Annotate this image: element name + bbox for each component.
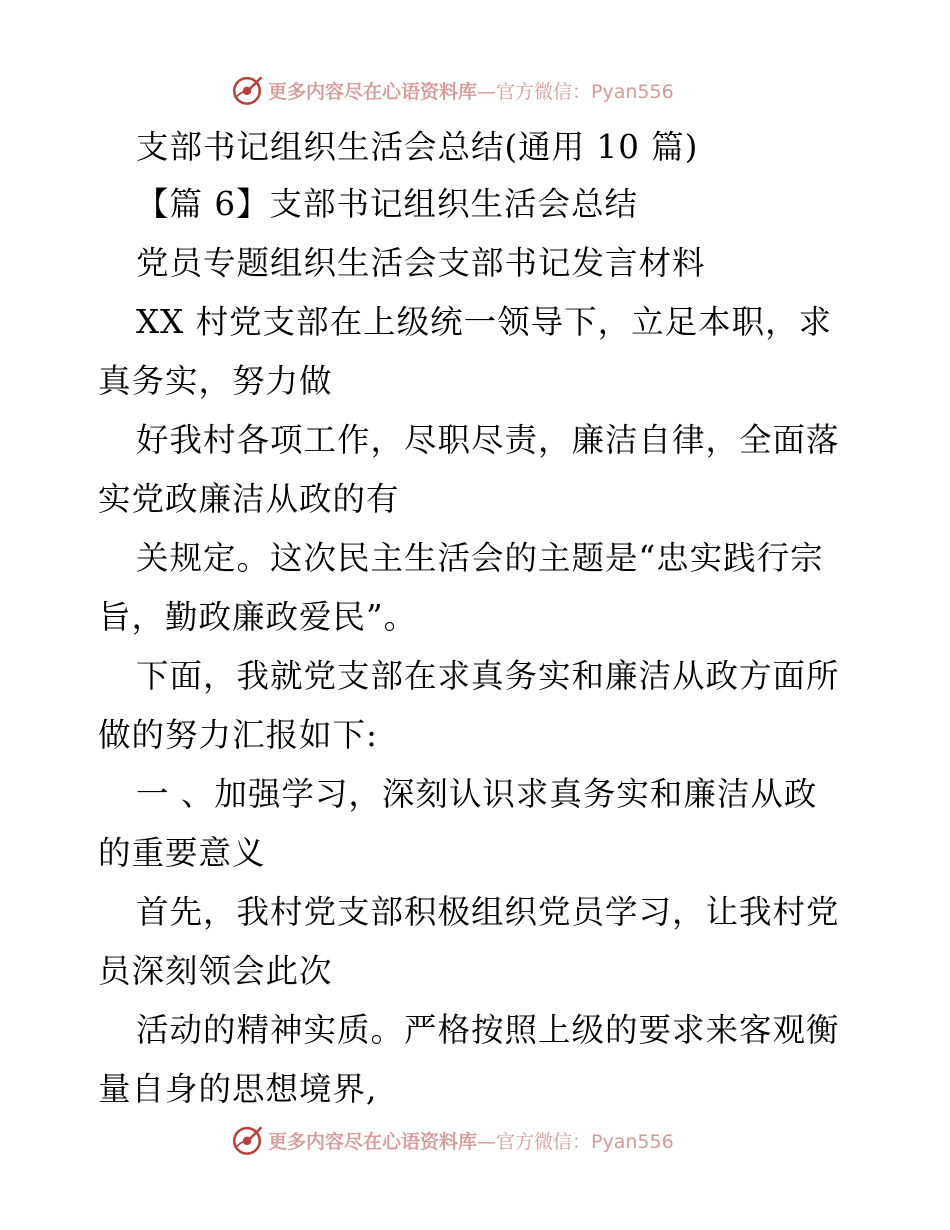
body-line: 的重要意义: [98, 834, 266, 872]
body-line: 员深刻领会此次: [98, 952, 333, 990]
header-watermark-text: 更多内容尽在心语资料库: [268, 80, 478, 103]
body-line: 关规定。这次民主生活会的主题是“忠实践行宗: [136, 539, 824, 577]
body-line: 实党政廉洁从政的有: [98, 480, 400, 518]
header-watermark-contact: —官方微信：Pyan556: [477, 80, 674, 103]
footer-watermark-banner: [230, 1120, 750, 1160]
body-line: 一 、加强学习，深刻认识求真务实和廉洁从政: [136, 775, 818, 813]
footer-watermark-text: 更多内容尽在心语资料库: [268, 1130, 478, 1153]
body-line: 下面，我就党支部在求真务实和廉洁从政方面所: [136, 657, 840, 695]
body-line: XX 村党支部在上级统一领导下，立足本职，求: [136, 303, 833, 341]
section-heading: 【篇 6】支部书记组织生活会总结: [136, 185, 639, 223]
body-line: 旨，勤政廉政爱民”。: [98, 598, 418, 636]
body-line: 真务实，努力做: [98, 362, 333, 400]
body-line: 好我村各项工作，尽职尽责，廉洁自律，全面落: [136, 421, 840, 459]
body-line: 做的努力汇报如下:: [98, 716, 378, 754]
body-line: 活动的精神实质。严格按照上级的要求来客观衡: [136, 1011, 840, 1049]
brand-logo-icon: [230, 73, 264, 107]
document-subtitle: 党员专题组织生活会支部书记发言材料: [136, 244, 706, 282]
document-title: 支部书记组织生活会总结(通用 10 篇): [136, 128, 699, 166]
footer-watermark-contact: —官方微信：Pyan556: [477, 1130, 674, 1153]
header-watermark-banner: [230, 70, 750, 110]
body-line: 量自身的思想境界,: [98, 1070, 378, 1108]
brand-logo-icon: [230, 1123, 264, 1157]
body-line: 首先，我村党支部积极组织党员学习，让我村党: [136, 893, 840, 931]
